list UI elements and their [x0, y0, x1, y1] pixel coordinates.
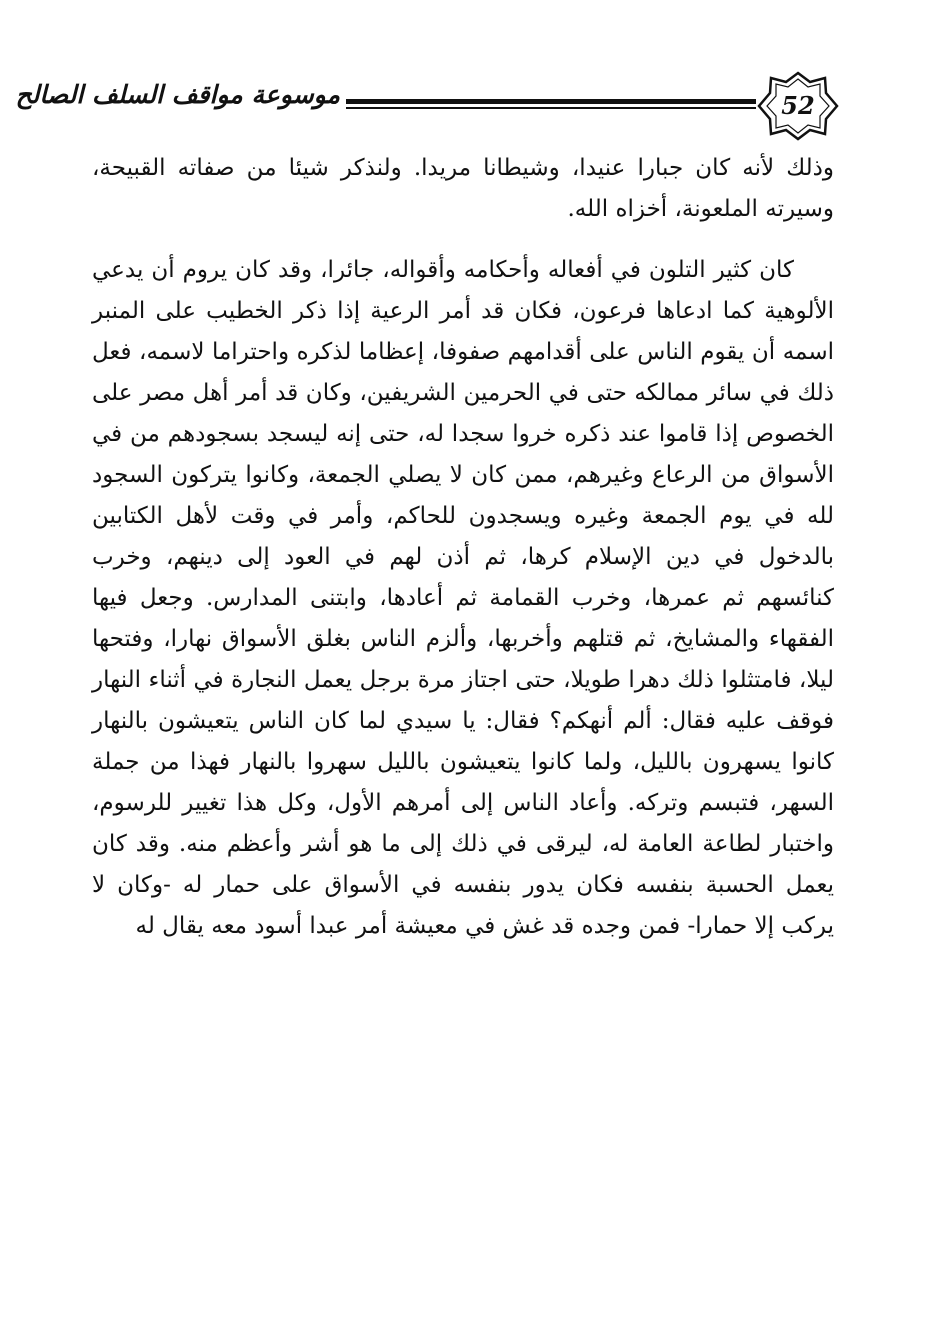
series-title: موسوعة مواقف السلف الصالح — [15, 80, 340, 109]
header-rule — [346, 99, 756, 111]
page-header — [15, 70, 848, 142]
paragraph-2: كان كثير التلون في أفعاله وأحكامه وأقواله، جائرا، وقد كان يروم أن يدعي الألوهية كما ادعاها فرعون، فكان قد أمر الرعية إذا ذكر الخطيب على المنبر اسمه أن يقوم الناس على أقدامهم صفوفا، إعظاما لذكره واحتراما لاسمه، فعل ذلك في سائر ممالكه حتى في الحرمين الشريفين، وكان قد أمر أهل مصر على الخصوص إذا قاموا عند ذكره خروا سجدا له، حتى إنه ليسجد بسجودهم من في الأسواق من الرعاع وغيرهم، ممن كان لا يصلي الجمعة، وكانوا يتركون السجود لله في يوم الجمعة وغيره ويسجدون للحاكم، وأمر في وقت لأهل الكتابين بالدخول في دين الإسلام كرها، ثم أذن لهم في العود إلى دينهم، وخرب كنائسهم ثم عمرها، وخرب القمامة ثم أعادها، وابتنى المدارس. وجعل فيها الفقهاء والمشايخ، ثم قتلهم وأخربها، وألزم الناس بغلق الأسواق نهارا، وفتحها ليلا، فامتثلوا ذلك دهرا طويلا، حتى اجتاز مرة برجل يعمل النجارة في أثناء النهار فوقف عليه فقال: ألم أنهكم؟ فقال: يا سيدي لما كان الناس يتعيشون بالنهار كانوا يسهرون بالليل، ولما كانوا يتعيشون بالليل سهروا بالنهار فهذا من جملة السهر، فتبسم وتركه. وأعاد الناس إلى أمرهم الأول، وكل هذا تغيير للرسوم، واختبار لطاعة العامة له، ليرقى في ذلك إلى ما هو أشر وأعظم منه. وقد كان يعمل الحسبة بنفسه فكان يدور بنفسه في الأسواق على حمار له -وكان لا يركب إلا حمارا- فمن وجده قد غش في معيشة أمر عبدا أسود معه يقال له — [92, 257, 834, 939]
page-number-badge — [756, 70, 840, 142]
page-number: 52 — [781, 91, 815, 120]
header-rule-thin — [346, 107, 756, 109]
body-text — [92, 148, 834, 947]
paragraph-1: وذلك لأنه كان جبارا عنيدا، وشيطانا مريدا. ولنذكر شيئا من صفاته القبيحة، وسيرته الملعونة، أخزاه الله. — [92, 155, 834, 222]
header-rule-thick — [346, 99, 756, 104]
